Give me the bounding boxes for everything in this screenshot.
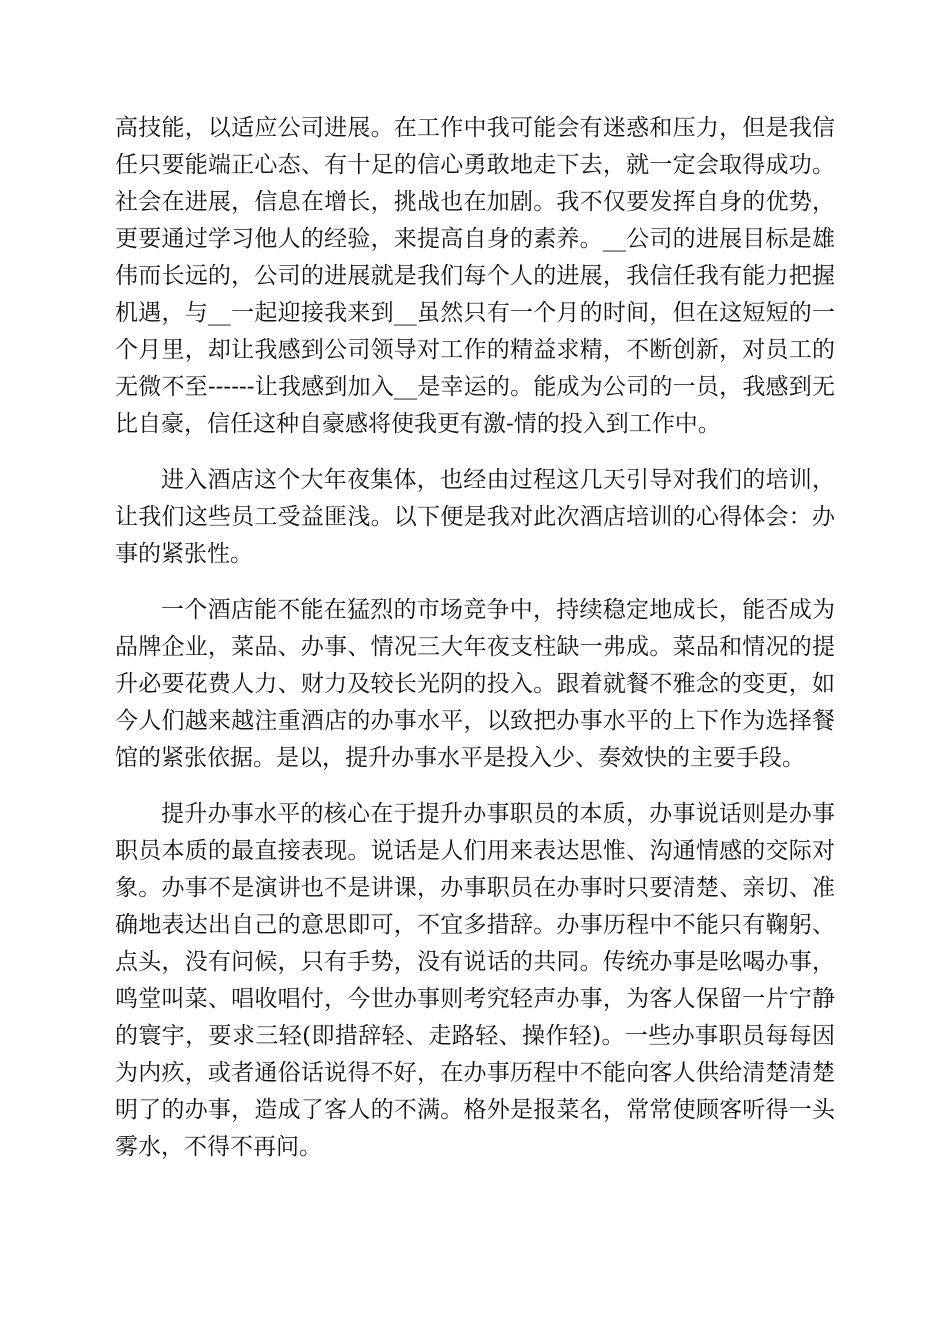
paragraph-4: 提升办事水平的核心在于提升办事职员的本质，办事说话则是办事职员本质的最直接表现。说话是人们用来表达思惟、沟通情感的交际对象。办事不是演讲也不是讲课，办事职员在办事时只要清楚、亲切、准确地表达出自己的意思即可，不宜多措辞。办事历程中不能只有鞠躬、点头，没有问候，只有手势，没有说话的共同。传统办事是吆喝办事，鸣堂叫菜、唱收唱付，今世办事则考究轻声办事，为客人保留一片宁静的寰宇，要求三轻(即措辞轻、走路轻、操作轻)。一些办事职员每每因为内疚，或者通俗话说得不好，在办事历程中不能向客人供给清楚清楚明了的办事，造成了客人的不满。格外是报菜名，常常使顾客听得一头雾水，不得不再问。 [115, 801, 835, 1160]
paragraph-2: 进入酒店这个大年夜集体，也经由过程这几天引导对我们的培训，让我们这些员工受益匪浅。以下便是我对此次酒店培训的心得体会：办事的紧张性。 [115, 467, 835, 567]
paragraph-1: 高技能，以适应公司进展。在工作中我可能会有迷惑和压力，但是我信任只要能端正心态、有十足的信心勇敢地走下去，就一定会取得成功。社会在进展，信息在增长，挑战也在加剧。我不仅要发挥自身的优势，更要通过学习他人的经验，来提高自身的素养。__公司的进展目标是雄伟而长远的，公司的进展就是我们每个人的进展，我信任我有能力把握机遇，与__一起迎接我来到__虽然只有一个月的时间，但在这短短的一个月里，却让我感到公司领导对工作的精益求精，不断创新，对员工的无微不至------让我感到加入__是幸运的。能成为公司的一员，我感到无比自豪，信任这种自豪感将使我更有激-情的投入到工作中。 [115, 115, 835, 437]
document-page [115, 110, 835, 1166]
paragraph-3: 一个酒店能不能在猛烈的市场竞争中，持续稳定地成长，能否成为品牌企业，菜品、办事、情况三大年夜支柱缺一弗成。菜品和情况的提升必要花费人力、财力及较长光阴的投入。跟着就餐不雅念的变更，如今人们越来越注重酒店的办事水平，以致把办事水平的上下作为选择餐馆的紧张依据。是以，提升办事水平是投入少、奏效快的主要手段。 [115, 597, 835, 771]
